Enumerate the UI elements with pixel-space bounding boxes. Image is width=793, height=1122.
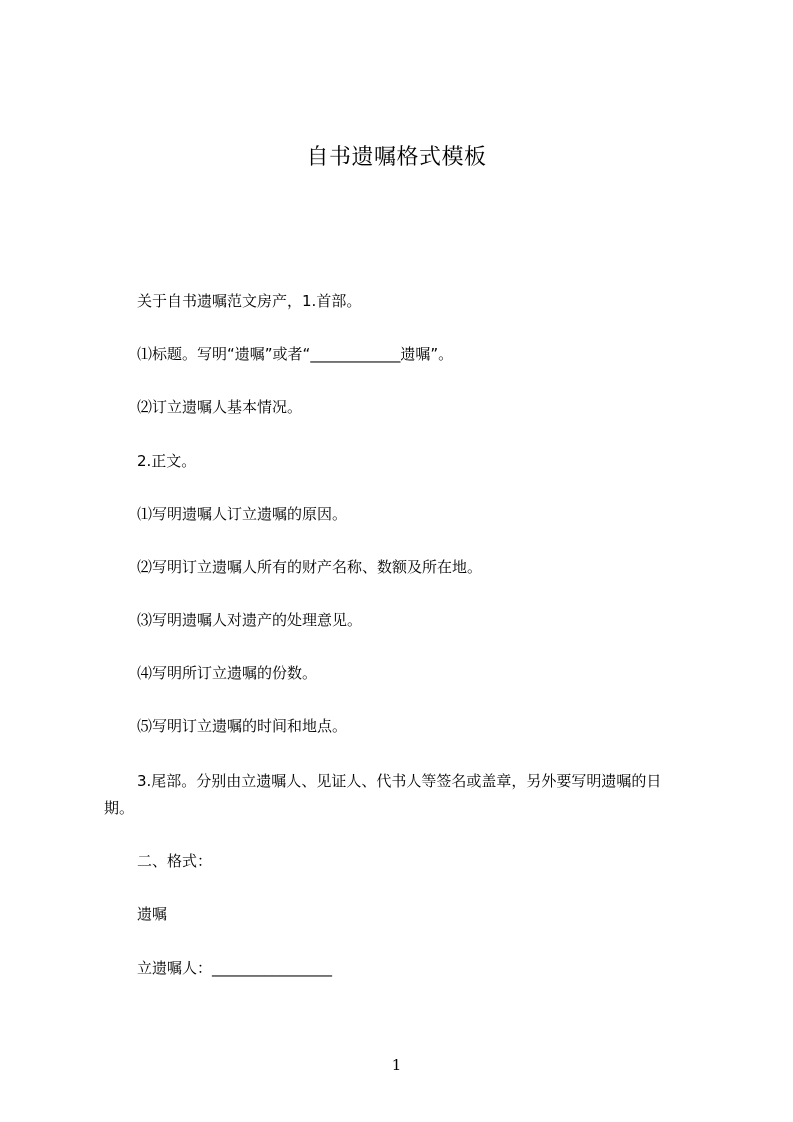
paragraph-testator-signature-line: 立遗嘱人：________________: [137, 959, 333, 977]
paragraph-format-heading: 二、格式：: [137, 852, 213, 870]
paragraph-body-item-5: ⑸写明订立遗嘱的时间和地点。: [137, 717, 348, 735]
paragraph-intro: 关于自书遗嘱范文房产，1.首部。: [137, 292, 362, 310]
paragraph-body-item-3: ⑶写明遗嘱人对遗产的处理意见。: [137, 611, 363, 629]
paragraph-body-item-2: ⑵写明订立遗嘱人所有的财产名称、数额及所在地。: [137, 558, 483, 576]
paragraph-testator-info: ⑵订立遗嘱人基本情况。: [137, 398, 303, 416]
paragraph-body-heading: 2.正文。: [137, 452, 197, 470]
paragraph-closing-line-2: 期。: [104, 799, 135, 817]
document-title: 自书遗嘱格式模板: [306, 145, 487, 170]
paragraph-will-label: 遗嘱: [137, 905, 168, 923]
paragraph-body-item-4: ⑷写明所订立遗嘱的份数。: [137, 664, 318, 682]
paragraph-title-item: ⑴标题。写明“遗嘱”或者“____________遗嘱”。: [137, 345, 454, 363]
paragraph-body-item-1: ⑴写明遗嘱人订立遗嘱的原因。: [137, 505, 348, 523]
page-number: 1: [391, 1056, 402, 1074]
paragraph-closing-line-1: 3.尾部。分别由立遗嘱人、见证人、代书人等签名或盖章，另外要写明遗嘱的日: [137, 772, 662, 790]
